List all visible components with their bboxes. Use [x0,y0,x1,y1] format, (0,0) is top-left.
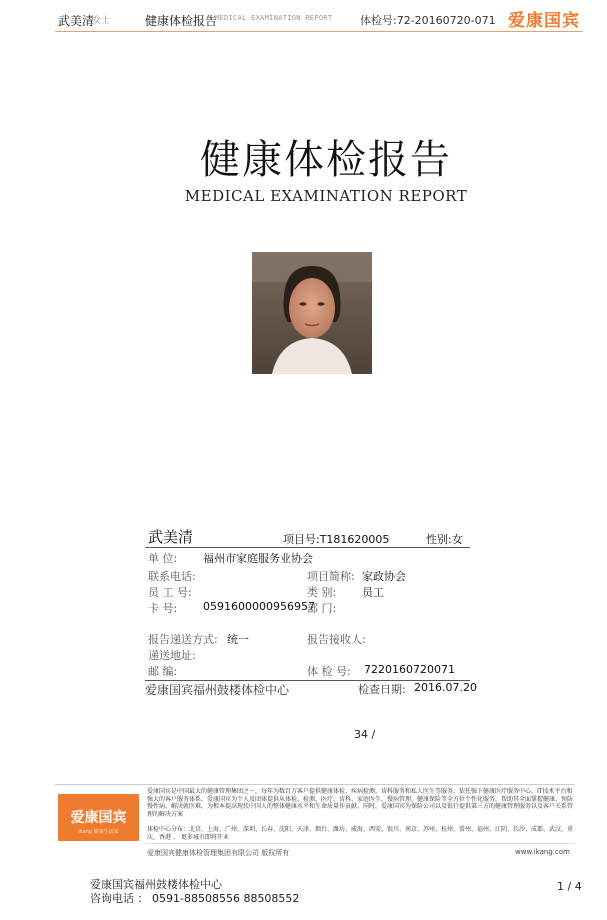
info-patient-name: 武美清 [148,528,194,546]
info-exam-center: 爱康国宾福州鼓楼体检中心 [145,683,290,697]
label-employee-no: 员 工 号: [148,586,192,599]
ad-divider [55,784,575,785]
header-report-title: 健康体检报告 [145,14,218,28]
ad-copyright: 爱康国宾健康体检管理集团有限公司 版权所有 [147,849,290,857]
label-department: 部 门: [307,602,337,615]
value-delivery-method: 统一 [227,633,249,646]
header-report-title-en: MEDICAL EXAMINATION REPORT [215,14,333,22]
header-patient-name: 武美清 [58,14,95,28]
ad-logo-subtext: ikang 健康生活家 [78,829,119,835]
info-divider-top [145,547,470,548]
label-exam-no: 体 检 号: [307,665,351,678]
info-project-number: 项目号:T181620005 [283,533,390,546]
info-check-date-label: 检查日期: [358,683,406,696]
ad-website-link[interactable]: www.ikang.com [515,848,570,856]
ad-description: 爱康国宾是中国最大的健康管理集团之一，每年为数百万客户提供健康体检、疾病检测、齿科服务和私人医生等服务，依托强下健康医疗服务中心、IT技术平台和强大的客户服务体系，爱康国宾为个人及团体提供从体检、检测、医疗、齿科、家庭医生、慢病管理、健康保险等全方位个性化服务，帮助其全面掌握健康、预防慢性病，解决就医难，为根本提高现代中国人的整体健康水平和生命质量作贡献。同时，爱康国宾为保险公司以及银行提供第三方的健康管理服务以及客户关系管理的解决方案 [147,788,574,818]
label-phone: 联系电话: [148,570,196,583]
value-card-no: 0591600000956957 [203,600,315,613]
header-divider [55,31,583,32]
ad-divider-inner [145,843,575,844]
label-delivery-method: 报告递送方式: [148,633,218,646]
footer-page-number: 1 / 4 [557,880,582,893]
label-card-no: 卡 号: [148,602,178,615]
label-delivery-address: 递送地址: [148,649,196,662]
header-exam-number: 体检号:72-20160720-071 [360,14,496,27]
ad-brand-logo [58,794,139,841]
label-project-short: 项目简称: [307,570,355,583]
value-unit: 福州市家庭服务业协会 [203,552,313,565]
label-receiver: 报告接收人: [307,633,366,646]
header-patient-title: 女士 [92,16,111,26]
header-brand-logo: 爱康国宾 [508,11,580,31]
value-project-short: 家政协会 [362,570,406,583]
report-title-en: MEDICAL EXAMINATION REPORT [184,187,468,205]
footer-phone: 咨询电话 ： 0591-88508556 88508552 [90,892,300,905]
ad-center-list: 体检中心分布：北京、上海、广州、深圳、长春、沈阳、天津、烟台、潍坊、威海、西安、银川、南京、苏州、杭州、常州、福州、江阴、长沙、成都、武汉、重庆、香港 、 更多城市即将开业 [147,826,574,841]
footer-center-name: 爱康国宾福州鼓楼体检中心 [90,878,222,891]
patient-photo [252,252,372,374]
label-postcode: 邮 编: [148,665,178,678]
page-marker: 34 / [354,728,376,741]
info-gender: 性别:女 [426,533,463,546]
report-title: 健康体检报告 [200,137,452,183]
ad-logo-text: 爱康国宾 [70,810,127,826]
info-check-date: 2016.07.20 [414,681,477,694]
label-unit: 单 位: [148,552,178,565]
value-category: 员工 [362,586,384,599]
label-category: 类 别: [307,586,337,599]
value-exam-no: 7220160720071 [364,663,455,676]
